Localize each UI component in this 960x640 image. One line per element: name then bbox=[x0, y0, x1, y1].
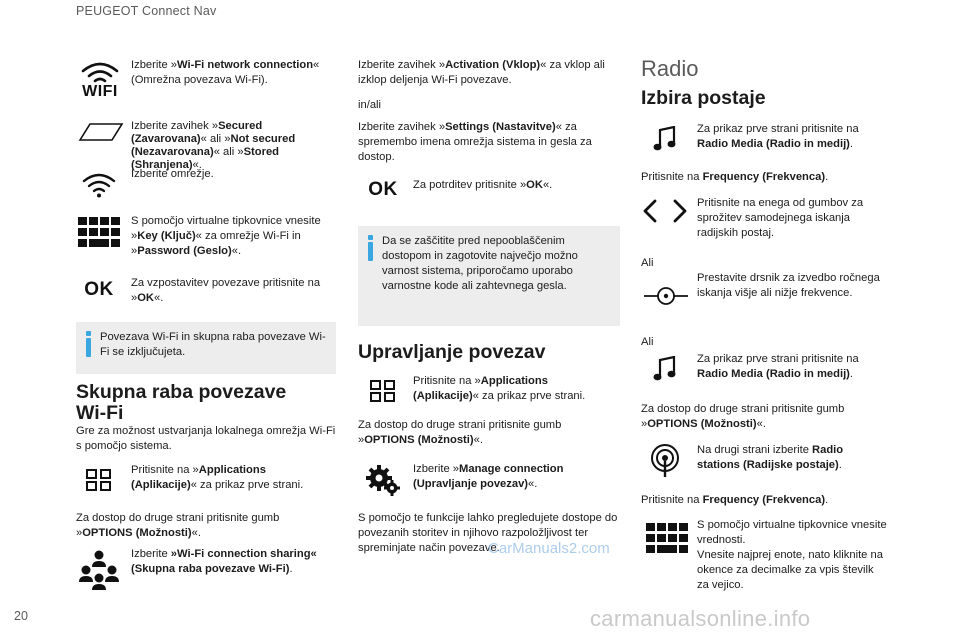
summary-manage-connections: S pomočjo te funkcije lahko pregledujete dostope do povezanih storitev in njihovo razpoložljivost ter spreminjate način povezave. bbox=[358, 512, 618, 554]
section-heading-manage-connections: Upravljanje povezav bbox=[358, 341, 546, 363]
step-manual-seek: Prestavite drsnik za izvedbo ročnega iskanja višje ali nižje frekvence. bbox=[697, 272, 880, 299]
ok-icon: OK bbox=[368, 179, 398, 200]
applications-icon bbox=[84, 467, 114, 493]
step-wifi-network: Izberite »Wi-Fi network connection« (Omrežna povezava Wi-Fi). bbox=[131, 59, 320, 86]
chapter-title-radio: Radio bbox=[641, 56, 699, 81]
wifi-label: WIFI bbox=[82, 83, 118, 100]
section-heading-station-select: Izbira postaje bbox=[641, 87, 766, 109]
watermark-site: carmanualsonline.info bbox=[590, 606, 811, 631]
step-secured-tab: Izberite zavihek »Secured (Zavarovana)« ali »Not secured (Nezavarovana)« ali »Stored (Shranjena)«. bbox=[131, 120, 296, 171]
wifi-icon bbox=[76, 58, 124, 104]
applications-icon bbox=[368, 378, 398, 404]
step-auto-seek: Pritisnite na enega od gumbov za sprožitev samodejnega iskanja radijskih postaj. bbox=[697, 197, 864, 239]
watermark-carmanuals: CarManuals2.com bbox=[488, 540, 610, 557]
and-or-separator: in/ali bbox=[358, 99, 382, 111]
step-applications-2: Pritisnite na »Applications (Aplikacije)« za prikaz prve strani. bbox=[413, 375, 586, 402]
tuning-slider-icon bbox=[642, 284, 690, 308]
step-manage-connection: Izberite »Manage connection (Upravljanje povezav)«. bbox=[413, 463, 564, 490]
gears-icon bbox=[364, 462, 402, 498]
info-note-security: Da se zaščitite pred nepooblaščenim dostopom in zagotovite največjo možno varnost sistema, priporočamo uporabo varnostne kode ali zahtevnega gesla. bbox=[358, 226, 620, 326]
keyboard-icon bbox=[645, 522, 689, 554]
step-activation-tab: Izberite zavihek »Activation (Vklop)« za vklop ali izklop deljenja Wi-Fi povezave. bbox=[358, 59, 605, 86]
section-heading-wifi-sharing: Skupna raba povezave Wi-Fi bbox=[76, 381, 287, 424]
step-frequency-2: Pritisnite na Frequency (Frekvenca). bbox=[641, 494, 829, 506]
info-note-exclusive: Povezava Wi-Fi in skupna raba povezave Wi-Fi se izključujeta. bbox=[76, 322, 336, 374]
info-icon bbox=[368, 235, 373, 261]
step-radio-media-2: Za prikaz prve strani pritisnite na Radio Media (Radio in medij). bbox=[697, 353, 859, 380]
step-options-2: Za dostop do druge strani pritisnite gumb »OPTIONS (Možnosti)«. bbox=[358, 419, 562, 446]
step-enter-frequency: S pomočjo virtualne tipkovnice vnesite vrednosti. Vnesite najprej enote, nato kliknite na okence za decimalke za vpis številk za vejico. bbox=[697, 519, 887, 591]
or-separator-2: Ali bbox=[641, 336, 654, 348]
music-note-icon bbox=[650, 354, 680, 384]
step-radio-media-1: Za prikaz prve strani pritisnite na Radio Media (Radio in medij). bbox=[697, 123, 859, 150]
step-wifi-sharing: Izberite »Wi-Fi connection sharing« (Skupna raba povezave Wi-Fi). bbox=[131, 548, 317, 575]
step-options-1: Za dostop do druge strani pritisnite gumb »OPTIONS (Možnosti)«. bbox=[76, 512, 280, 539]
step-options-3: Za dostop do druge strani pritisnite gumb »OPTIONS (Možnosti)«. bbox=[641, 403, 845, 430]
info-icon bbox=[86, 331, 91, 357]
step-ok-connect: Za vzpostavitev povezave pritisnite na »OK«. bbox=[131, 277, 321, 304]
step-frequency-1: Pritisnite na Frequency (Frekvenca). bbox=[641, 171, 829, 183]
page-number: 20 bbox=[14, 609, 28, 623]
tab-icon bbox=[76, 120, 126, 144]
step-radio-stations: Na drugi strani izberite Radio stations (Radijske postaje). bbox=[697, 444, 844, 471]
step-ok-confirm: Za potrditev pritisnite »OK«. bbox=[413, 179, 553, 191]
step-select-network: Izberite omrežje. bbox=[131, 168, 214, 180]
step-settings-tab: Izberite zavihek »Settings (Nastavitve)« za spremembo imena omrežja sistema in gesla za dostop. bbox=[358, 121, 592, 163]
or-separator-1: Ali bbox=[641, 257, 654, 269]
music-note-icon bbox=[650, 124, 680, 154]
ok-icon: OK bbox=[84, 279, 114, 300]
intro-wifi-sharing: Gre za možnost ustvarjanja lokalnega omrežja Wi-Fi s pomočjo sistema. bbox=[76, 425, 336, 452]
seek-arrows-icon bbox=[640, 198, 690, 224]
step-applications-1: Pritisnite na »Applications (Aplikacije)« za prikaz prve strani. bbox=[131, 464, 304, 491]
wifi-signal-icon bbox=[80, 170, 118, 200]
keyboard-icon bbox=[77, 216, 121, 248]
connection-sharing-icon bbox=[78, 548, 120, 592]
radio-broadcast-icon bbox=[648, 444, 682, 478]
step-enter-key: S pomočjo virtualne tipkovnice vnesite »Key (Ključ)« za omrežje Wi-Fi in »Password (Geslo)«. bbox=[131, 215, 321, 257]
page-header: PEUGEOT Connect Nav bbox=[76, 4, 217, 18]
